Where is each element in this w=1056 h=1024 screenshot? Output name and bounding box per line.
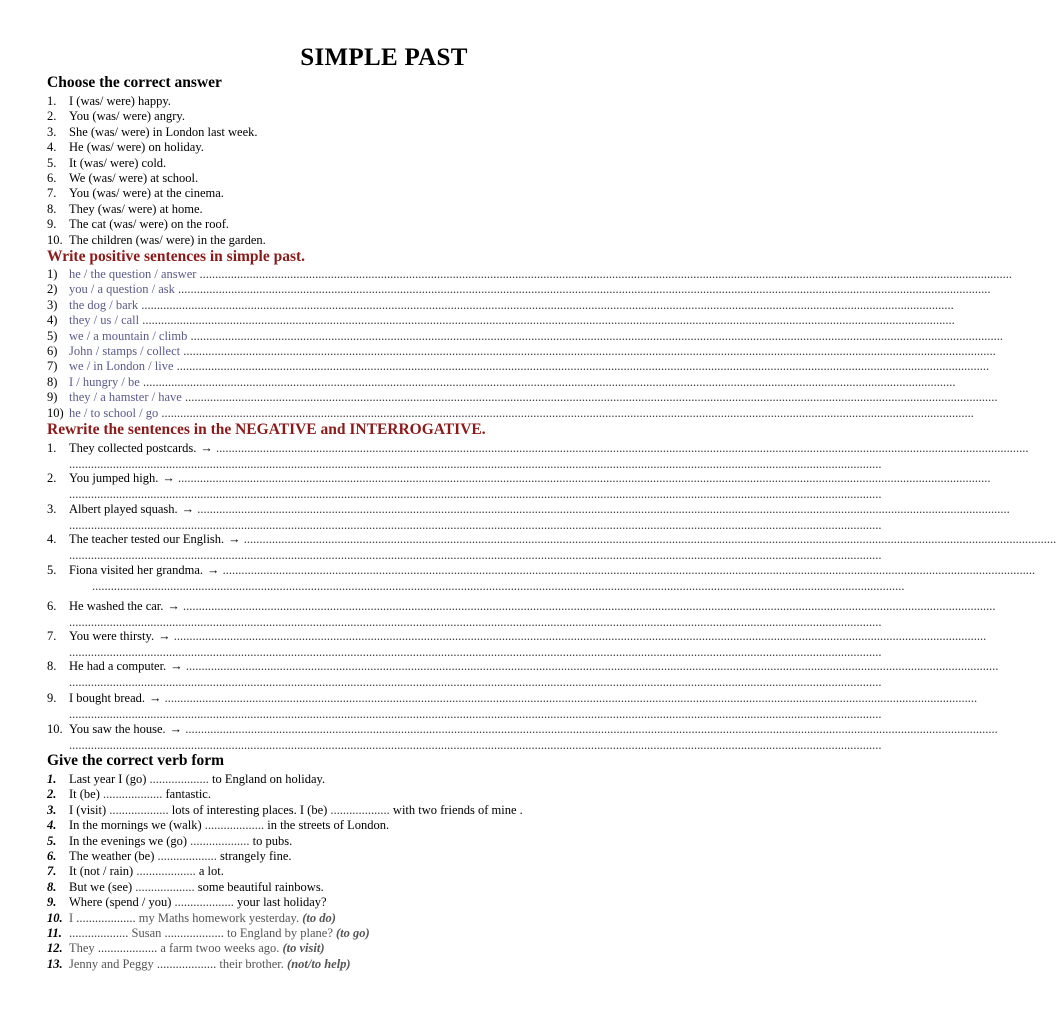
- item-prompt: John / stamps / collect: [69, 344, 181, 358]
- item-prompt: I / hungry / be: [69, 374, 140, 389]
- item-number: 9.: [47, 895, 57, 910]
- item-prompt: you / a question / ask: [69, 282, 175, 297]
- list-item: [47, 848, 713, 864]
- negative-answer-line[interactable]: ....................................................................................................................................................................................................................................................................: [212, 441, 1029, 455]
- list-item: [47, 894, 713, 910]
- section-3-heading: Rewrite the sentences in the NEGATIVE and INTERROGATIVE.: [47, 421, 486, 438]
- item-number: 7.: [47, 629, 57, 643]
- list-item: [47, 328, 1004, 344]
- item-text-end: a lot.: [195, 864, 224, 879]
- item-text-end: to pubs.: [249, 833, 293, 848]
- item-text-end: some beautiful rainbows.: [194, 879, 324, 894]
- negative-answer-line[interactable]: ....................................................................................................................................................................................................................................................................: [240, 532, 1056, 546]
- answer-line[interactable]: ....................................................................................................................................................................................................................................................................: [196, 267, 1013, 281]
- list-item: [47, 374, 956, 390]
- item-number: 9.: [47, 691, 57, 705]
- item-number: 1.: [47, 94, 57, 108]
- interrogative-answer-line[interactable]: ....................................................................................................................................................................................................................................................................: [69, 548, 882, 562]
- verb-blank[interactable]: ...................: [149, 772, 209, 786]
- arrow-icon: →: [200, 441, 213, 455]
- list-item: [47, 266, 1013, 282]
- answer-line[interactable]: ....................................................................................................................................................................................................................................................................: [174, 282, 991, 297]
- interrogative-answer-line[interactable]: ....................................................................................................................................................................................................................................................................: [69, 738, 882, 752]
- item-sentence: They collected postcards.: [69, 441, 197, 455]
- arrow-icon: →: [228, 532, 241, 546]
- arrow-icon: →: [167, 599, 180, 613]
- item-text-start: The weather (be): [69, 849, 158, 863]
- item-text-start: In the mornings we (walk): [69, 818, 205, 833]
- list-item: [47, 817, 713, 833]
- answer-line[interactable]: ....................................................................................................................................................................................................................................................................: [158, 405, 974, 420]
- verb-blank[interactable]: ...................: [204, 818, 265, 833]
- list-item: [47, 802, 713, 818]
- answer-line[interactable]: ....................................................................................................................................................................................................................................................................: [180, 344, 996, 358]
- item-number: 10.: [47, 722, 63, 736]
- item-number: 1): [47, 267, 58, 281]
- item-number: 4): [47, 313, 58, 328]
- answer-line[interactable]: ....................................................................................................................................................................................................................................................................: [138, 297, 954, 312]
- item-text: It (was/ were) cold.: [69, 155, 167, 170]
- list-item: [47, 108, 713, 124]
- list-item: [47, 93, 713, 109]
- item-number: 5.: [47, 563, 57, 577]
- answer-line[interactable]: ....................................................................................................................................................................................................................................................................: [139, 313, 955, 328]
- list-item: [47, 531, 1056, 547]
- verb-hint: (to visit): [282, 941, 325, 956]
- arrow-icon: →: [149, 691, 162, 705]
- item-number: 6.: [47, 849, 57, 863]
- item-number: 2.: [47, 109, 57, 124]
- arrow-icon: →: [181, 502, 195, 516]
- list-item: [47, 658, 999, 674]
- item-text-start: Last year I (go): [69, 772, 150, 786]
- list-item: [47, 185, 713, 201]
- item-number: 7): [47, 359, 58, 374]
- item-number: 8): [47, 374, 58, 389]
- interrogative-answer-line[interactable]: ....................................................................................................................................................................................................................................................................: [69, 487, 882, 501]
- list-item: [47, 879, 713, 895]
- list-item: [47, 598, 996, 614]
- answer-line[interactable]: ....................................................................................................................................................................................................................................................................: [173, 359, 990, 374]
- item-number: 6.: [47, 599, 57, 613]
- item-sentence: Albert played squash.: [69, 502, 178, 516]
- item-text: She (was/ were) in London last week.: [69, 124, 258, 139]
- item-text-end: a farm twoo weeks ago.: [157, 941, 283, 956]
- list-item: [47, 628, 987, 644]
- negative-answer-line[interactable]: ....................................................................................................................................................................................................................................................................: [174, 471, 991, 485]
- item-number: 8.: [47, 659, 57, 673]
- item-text-start: But we (see): [69, 879, 136, 894]
- item-number: 8.: [47, 201, 57, 216]
- verb-blank[interactable]: ...................: [109, 802, 169, 817]
- item-number: 4.: [47, 532, 57, 546]
- list-item: [47, 910, 713, 926]
- item-text-end: my Maths homework yesterday.: [135, 910, 303, 925]
- item-number: 2.: [47, 471, 57, 485]
- item-text-start: Where (spend / you): [69, 895, 175, 910]
- item-text: You (was/ were) angry.: [69, 109, 185, 124]
- item-text-end: with two friends of mine .: [389, 802, 523, 817]
- item-number: 9.: [47, 217, 57, 232]
- list-item: [47, 139, 713, 155]
- verb-hint: (to do): [302, 910, 336, 925]
- list-item: [47, 170, 713, 186]
- list-item: [47, 940, 713, 956]
- list-item: [47, 771, 713, 787]
- arrow-icon: →: [162, 471, 175, 485]
- verb-blank[interactable]: ...................: [103, 787, 163, 802]
- item-number: 5.: [47, 833, 57, 848]
- item-prompt: he / the question / answer: [69, 267, 197, 281]
- list-item: [47, 833, 713, 849]
- negative-answer-line[interactable]: ....................................................................................................................................................................................................................................................................: [194, 502, 1010, 516]
- item-text-end: lots of interesting places. I (be): [168, 802, 331, 817]
- list-item: [47, 470, 991, 486]
- item-text-end: to England on holiday.: [208, 772, 326, 786]
- item-text-end: your last holiday?: [233, 895, 327, 910]
- negative-answer-line[interactable]: ....................................................................................................................................................................................................................................................................: [170, 629, 987, 643]
- item-number: 2): [47, 282, 58, 297]
- item-text: The children (was/ were) in the garden.: [69, 232, 266, 247]
- item-prompt: we / in London / live: [69, 359, 174, 374]
- list-item: [47, 405, 974, 421]
- item-text-end: to England by plane?: [223, 926, 336, 940]
- item-text: We (was/ were) at school.: [69, 171, 199, 185]
- item-text-end: their brother.: [216, 956, 288, 971]
- item-number: 7.: [47, 864, 57, 879]
- interrogative-answer-line[interactable]: ....................................................................................................................................................................................................................................................................: [69, 615, 882, 629]
- item-number: 3.: [47, 802, 57, 817]
- list-item: [47, 124, 713, 140]
- list-item: [47, 312, 955, 328]
- item-prompt: the dog / bark: [69, 297, 139, 312]
- list-item: [47, 501, 1010, 517]
- negative-answer-line[interactable]: ....................................................................................................................................................................................................................................................................: [182, 659, 999, 673]
- interrogative-answer-line[interactable]: ....................................................................................................................................................................................................................................................................: [69, 675, 882, 689]
- arrow-icon: →: [158, 629, 171, 643]
- list-item: [47, 562, 1036, 578]
- list-item: [47, 232, 713, 248]
- page-title: SIMPLE PAST: [300, 44, 468, 71]
- item-number: 6.: [47, 171, 57, 185]
- list-item: [47, 956, 713, 972]
- list-item: [47, 281, 991, 297]
- item-text-start: They: [69, 941, 98, 956]
- item-number: 10): [47, 405, 64, 420]
- item-sentence: Fiona visited her grandma.: [69, 563, 203, 577]
- verb-blank[interactable]: ...................: [97, 941, 158, 956]
- item-sentence: He had a computer.: [69, 659, 167, 673]
- item-number: 3.: [47, 124, 57, 139]
- list-item: [47, 389, 998, 405]
- item-text-start: Jenny and Peggy: [69, 956, 157, 971]
- verb-blank[interactable]: ...................: [164, 926, 224, 940]
- item-number: 12.: [47, 941, 63, 956]
- interrogative-answer-line[interactable]: ....................................................................................................................................................................................................................................................................: [92, 579, 905, 593]
- item-text: He (was/ were) on holiday.: [69, 140, 204, 155]
- item-sentence: You jumped high.: [69, 471, 159, 485]
- list-item: [47, 721, 998, 737]
- item-text: The cat (was/ were) on the roof.: [69, 217, 229, 232]
- item-number: 13.: [47, 956, 63, 971]
- negative-answer-line[interactable]: ....................................................................................................................................................................................................................................................................: [179, 599, 996, 613]
- item-prompt: they / a hamster / have: [69, 390, 182, 405]
- item-number: 10.: [47, 910, 63, 925]
- list-item: [47, 440, 1029, 456]
- verb-hint: (to go): [336, 926, 370, 940]
- item-number: 4.: [47, 818, 57, 833]
- item-number: 8.: [47, 879, 57, 894]
- interrogative-answer-line[interactable]: ....................................................................................................................................................................................................................................................................: [69, 457, 882, 471]
- item-text-end: Susan: [128, 926, 165, 940]
- item-text-start: It (be): [69, 787, 104, 802]
- item-number: 7.: [47, 186, 57, 201]
- item-text: You (was/ were) at the cinema.: [69, 186, 224, 201]
- item-number: 6): [47, 344, 58, 358]
- item-number: 11.: [47, 926, 62, 940]
- item-number: 1.: [47, 772, 57, 786]
- list-item: [47, 925, 713, 941]
- verb-blank[interactable]: ...................: [69, 926, 129, 940]
- item-text-start: I (visit): [69, 802, 110, 817]
- arrow-icon: →: [170, 659, 183, 673]
- item-number: 5.: [47, 155, 57, 170]
- list-item: [47, 863, 713, 879]
- item-number: 3): [47, 297, 58, 312]
- item-prompt: he / to school / go: [69, 405, 159, 420]
- interrogative-answer-line[interactable]: ....................................................................................................................................................................................................................................................................: [69, 707, 882, 721]
- item-number: 1.: [47, 441, 57, 455]
- item-sentence: He washed the car.: [69, 599, 164, 613]
- item-text-start: It (not / rain): [69, 864, 137, 879]
- list-item: [47, 690, 978, 706]
- list-item: [47, 216, 713, 232]
- verb-blank[interactable]: ...................: [135, 879, 195, 894]
- item-number: 9): [47, 390, 58, 405]
- list-item: [47, 297, 954, 313]
- answer-line[interactable]: ....................................................................................................................................................................................................................................................................: [181, 390, 998, 405]
- item-sentence: You saw the house.: [69, 722, 166, 736]
- section-1-heading: Choose the correct answer: [47, 74, 222, 91]
- answer-line[interactable]: ....................................................................................................................................................................................................................................................................: [139, 374, 956, 389]
- section-4-heading: Give the correct verb form: [47, 752, 225, 769]
- verb-hint: (not/to help): [287, 956, 351, 971]
- verb-blank[interactable]: ...................: [174, 895, 234, 910]
- list-item: [47, 786, 713, 802]
- item-sentence: You were thirsty.: [69, 629, 155, 643]
- arrow-icon: →: [169, 722, 183, 736]
- item-prompt: we / a mountain / climb: [69, 328, 188, 343]
- list-item: [47, 358, 990, 374]
- verb-blank[interactable]: ...................: [136, 864, 196, 879]
- item-number: 5): [47, 328, 58, 343]
- interrogative-answer-line[interactable]: ....................................................................................................................................................................................................................................................................: [69, 518, 882, 532]
- item-text-start: In the evenings we (go): [69, 833, 191, 848]
- item-text-end: strangely fine.: [216, 849, 292, 863]
- item-prompt: they / us / call: [69, 313, 140, 328]
- item-text-start: I: [69, 910, 77, 925]
- negative-answer-line[interactable]: ....................................................................................................................................................................................................................................................................: [219, 563, 1036, 577]
- item-text: They (was/ were) at home.: [69, 201, 203, 216]
- item-number: 3.: [47, 502, 57, 516]
- item-number: 4.: [47, 140, 57, 155]
- item-sentence: I bought bread.: [69, 691, 146, 705]
- negative-answer-line[interactable]: ....................................................................................................................................................................................................................................................................: [161, 691, 978, 705]
- verb-blank[interactable]: ...................: [157, 849, 217, 863]
- arrow-icon: →: [207, 563, 220, 577]
- verb-blank[interactable]: ...................: [330, 802, 390, 817]
- item-text-end: in the streets of London.: [264, 818, 390, 833]
- item-text: I (was/ were) happy.: [69, 94, 171, 108]
- list-item: [47, 155, 713, 171]
- list-item: [47, 343, 996, 359]
- item-text-end: fantastic.: [162, 787, 211, 802]
- verb-blank[interactable]: ...................: [156, 956, 217, 971]
- verb-blank[interactable]: ...................: [190, 833, 250, 848]
- item-number: 2.: [47, 787, 57, 802]
- answer-line[interactable]: ....................................................................................................................................................................................................................................................................: [187, 328, 1004, 343]
- verb-blank[interactable]: ...................: [76, 910, 136, 925]
- section-2-heading: Write positive sentences in simple past.: [47, 248, 306, 265]
- negative-answer-line[interactable]: ....................................................................................................................................................................................................................................................................: [182, 722, 998, 736]
- item-number: 10.: [47, 232, 63, 247]
- interrogative-answer-line[interactable]: ....................................................................................................................................................................................................................................................................: [69, 645, 882, 659]
- list-item: [47, 201, 713, 217]
- item-sentence: The teacher tested our English.: [69, 532, 225, 546]
